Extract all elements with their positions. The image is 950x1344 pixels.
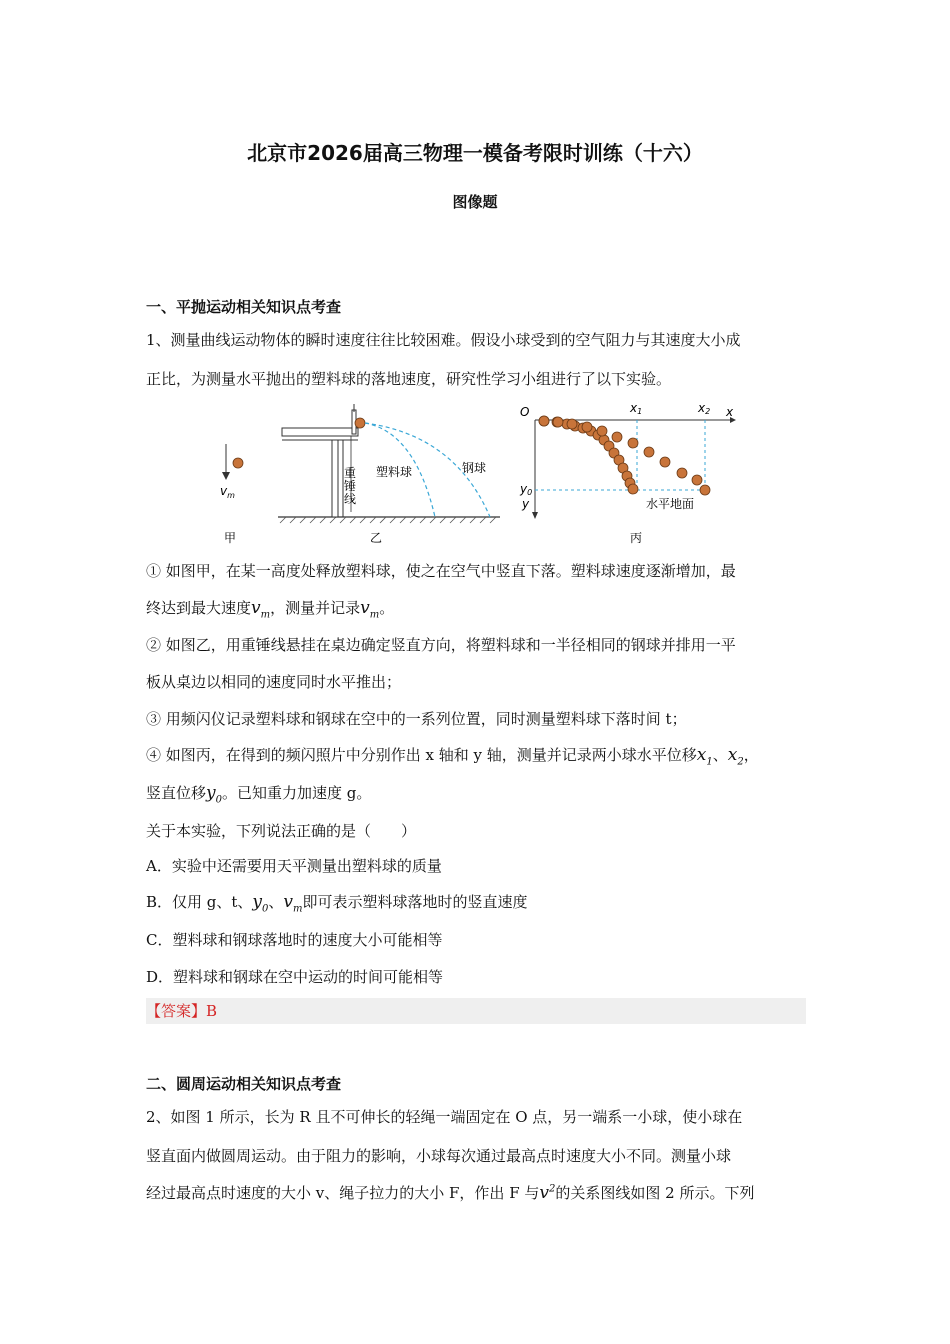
ground-label: 水平地面	[646, 497, 695, 511]
x-axis-label: x	[726, 405, 734, 419]
answer-box: 【答案】B	[146, 998, 806, 1024]
v-squared-symbol: $v^2$	[539, 1183, 556, 1203]
x1-symbol: $x_1$	[696, 745, 713, 768]
experiment-figure	[210, 400, 750, 550]
steel-ball-image	[597, 426, 607, 436]
steel-ball-label: 钢球	[462, 461, 487, 475]
plastic-ball-image	[628, 484, 638, 494]
y0-symbol: $y_0$	[206, 783, 222, 806]
step-4-text-cont: 竖直位移$y_0$。已知重力加速度 g。	[146, 783, 372, 806]
step-1-text-cont: 终达到最大速度$v_m$，测量并记录$v_m$。	[146, 598, 395, 621]
figure-yi	[278, 404, 500, 545]
steel-ball-image	[677, 468, 687, 478]
step-2-text-cont: 板从桌边以相同的速度同时水平推出；	[146, 673, 402, 691]
option-b: B．仅用 g、t、$y_0$、$v_m$即可表示塑料球落地时的竖直速度	[146, 892, 528, 915]
steel-ball-image	[628, 438, 638, 448]
option-c: C．塑料球和钢球落地时的速度大小可能相等	[146, 931, 443, 949]
question-1-text-cont: 正比，为测量水平抛出的塑料球的落地速度，研究性学习小组进行了以下实验。	[146, 370, 672, 388]
section-heading-1: 一、平抛运动相关知识点考查	[146, 298, 342, 316]
steel-ball-image	[582, 422, 592, 432]
ball-jia	[233, 458, 243, 468]
question-2-text-cont: 竖直面内做圆周运动。由于阻力的影响，小球每次通过最高点时速度大小不同。测量小球	[146, 1147, 732, 1165]
step-2-text: ② 如图乙，用重锤线悬挂在桌边确定竖直方向，将塑料球和一半径相同的钢球并排用一平	[146, 636, 736, 654]
vm-symbol: $v_m$	[283, 892, 303, 915]
plastic-ball-label: 塑料球	[376, 465, 413, 479]
step-3-text: ③ 用频闪仪记录塑料球和钢球在空中的一系列位置，同时测量塑料球下落时间 t；	[146, 710, 687, 728]
figure-jia-label: 甲	[224, 531, 237, 545]
steel-ball-image	[612, 432, 622, 442]
steel-ball-image	[567, 419, 577, 429]
steel-ball-image	[700, 485, 710, 495]
steel-ball-image	[644, 447, 654, 457]
question-1-text: 1、测量曲线运动物体的瞬时速度往往比较困难。假设小球受到的空气阻力与其速度大小成	[146, 331, 741, 349]
ball-yi	[355, 418, 365, 428]
step-1-text: ① 如图甲，在某一高度处释放塑料球，使之在空气中竖直下落。塑料球速度逐渐增加，最	[146, 562, 736, 580]
plumb-line-label: 重锤线	[344, 466, 357, 506]
origin-label: O	[520, 405, 530, 419]
steel-ball-image	[553, 417, 563, 427]
y0-label: y0	[520, 482, 533, 497]
question-2-text: 2、如图 1 所示，长为 R 且不可伸长的轻绳一端固定在 O 点，另一端系一小球，使小球在	[146, 1108, 743, 1126]
vm-label: $v_m$	[220, 484, 235, 500]
option-d: D．塑料球和钢球在空中运动的时间可能相等	[146, 968, 444, 986]
section-heading-2: 二、圆周运动相关知识点考查	[146, 1075, 342, 1093]
option-a: A．实验中还需要用天平测量出塑料球的质量	[146, 857, 442, 875]
x2-label: x2	[698, 401, 711, 416]
figure-yi-label: 乙	[370, 531, 383, 545]
page-title: 北京市2026届高三物理一模备考限时训练（十六）	[247, 141, 703, 165]
page-subtitle: 图像题	[452, 193, 498, 211]
steel-ball-image	[539, 416, 549, 426]
figure-jia	[220, 444, 243, 545]
question-2-text-cont-2: 经过最高点时速度的大小 v、绳子拉力的大小 F，作出 F 与$v^2$的关系图线如图 2 所示。下列	[146, 1183, 755, 1203]
steel-ball-image	[660, 457, 670, 467]
figure-bing-label: 丙	[630, 531, 643, 545]
y0-symbol: $y_0$	[252, 892, 269, 915]
question-prompt: 关于本实验，下列说法正确的是（ ）	[146, 822, 417, 840]
step-4-text: ④ 如图丙，在得到的频闪照片中分别作出 x 轴和 y 轴，测量并记录两小球水平位移$x_1$、$x_2$，	[146, 745, 759, 768]
steel-ball-image	[692, 475, 702, 485]
vm-symbol: $v_m$	[251, 598, 271, 621]
x1-label: x1	[630, 401, 643, 416]
y-axis-label: y	[522, 497, 530, 511]
figure-bing	[519, 401, 736, 545]
vm-symbol: $v_m$	[360, 598, 380, 621]
x2-symbol: $x_2$	[727, 745, 744, 768]
